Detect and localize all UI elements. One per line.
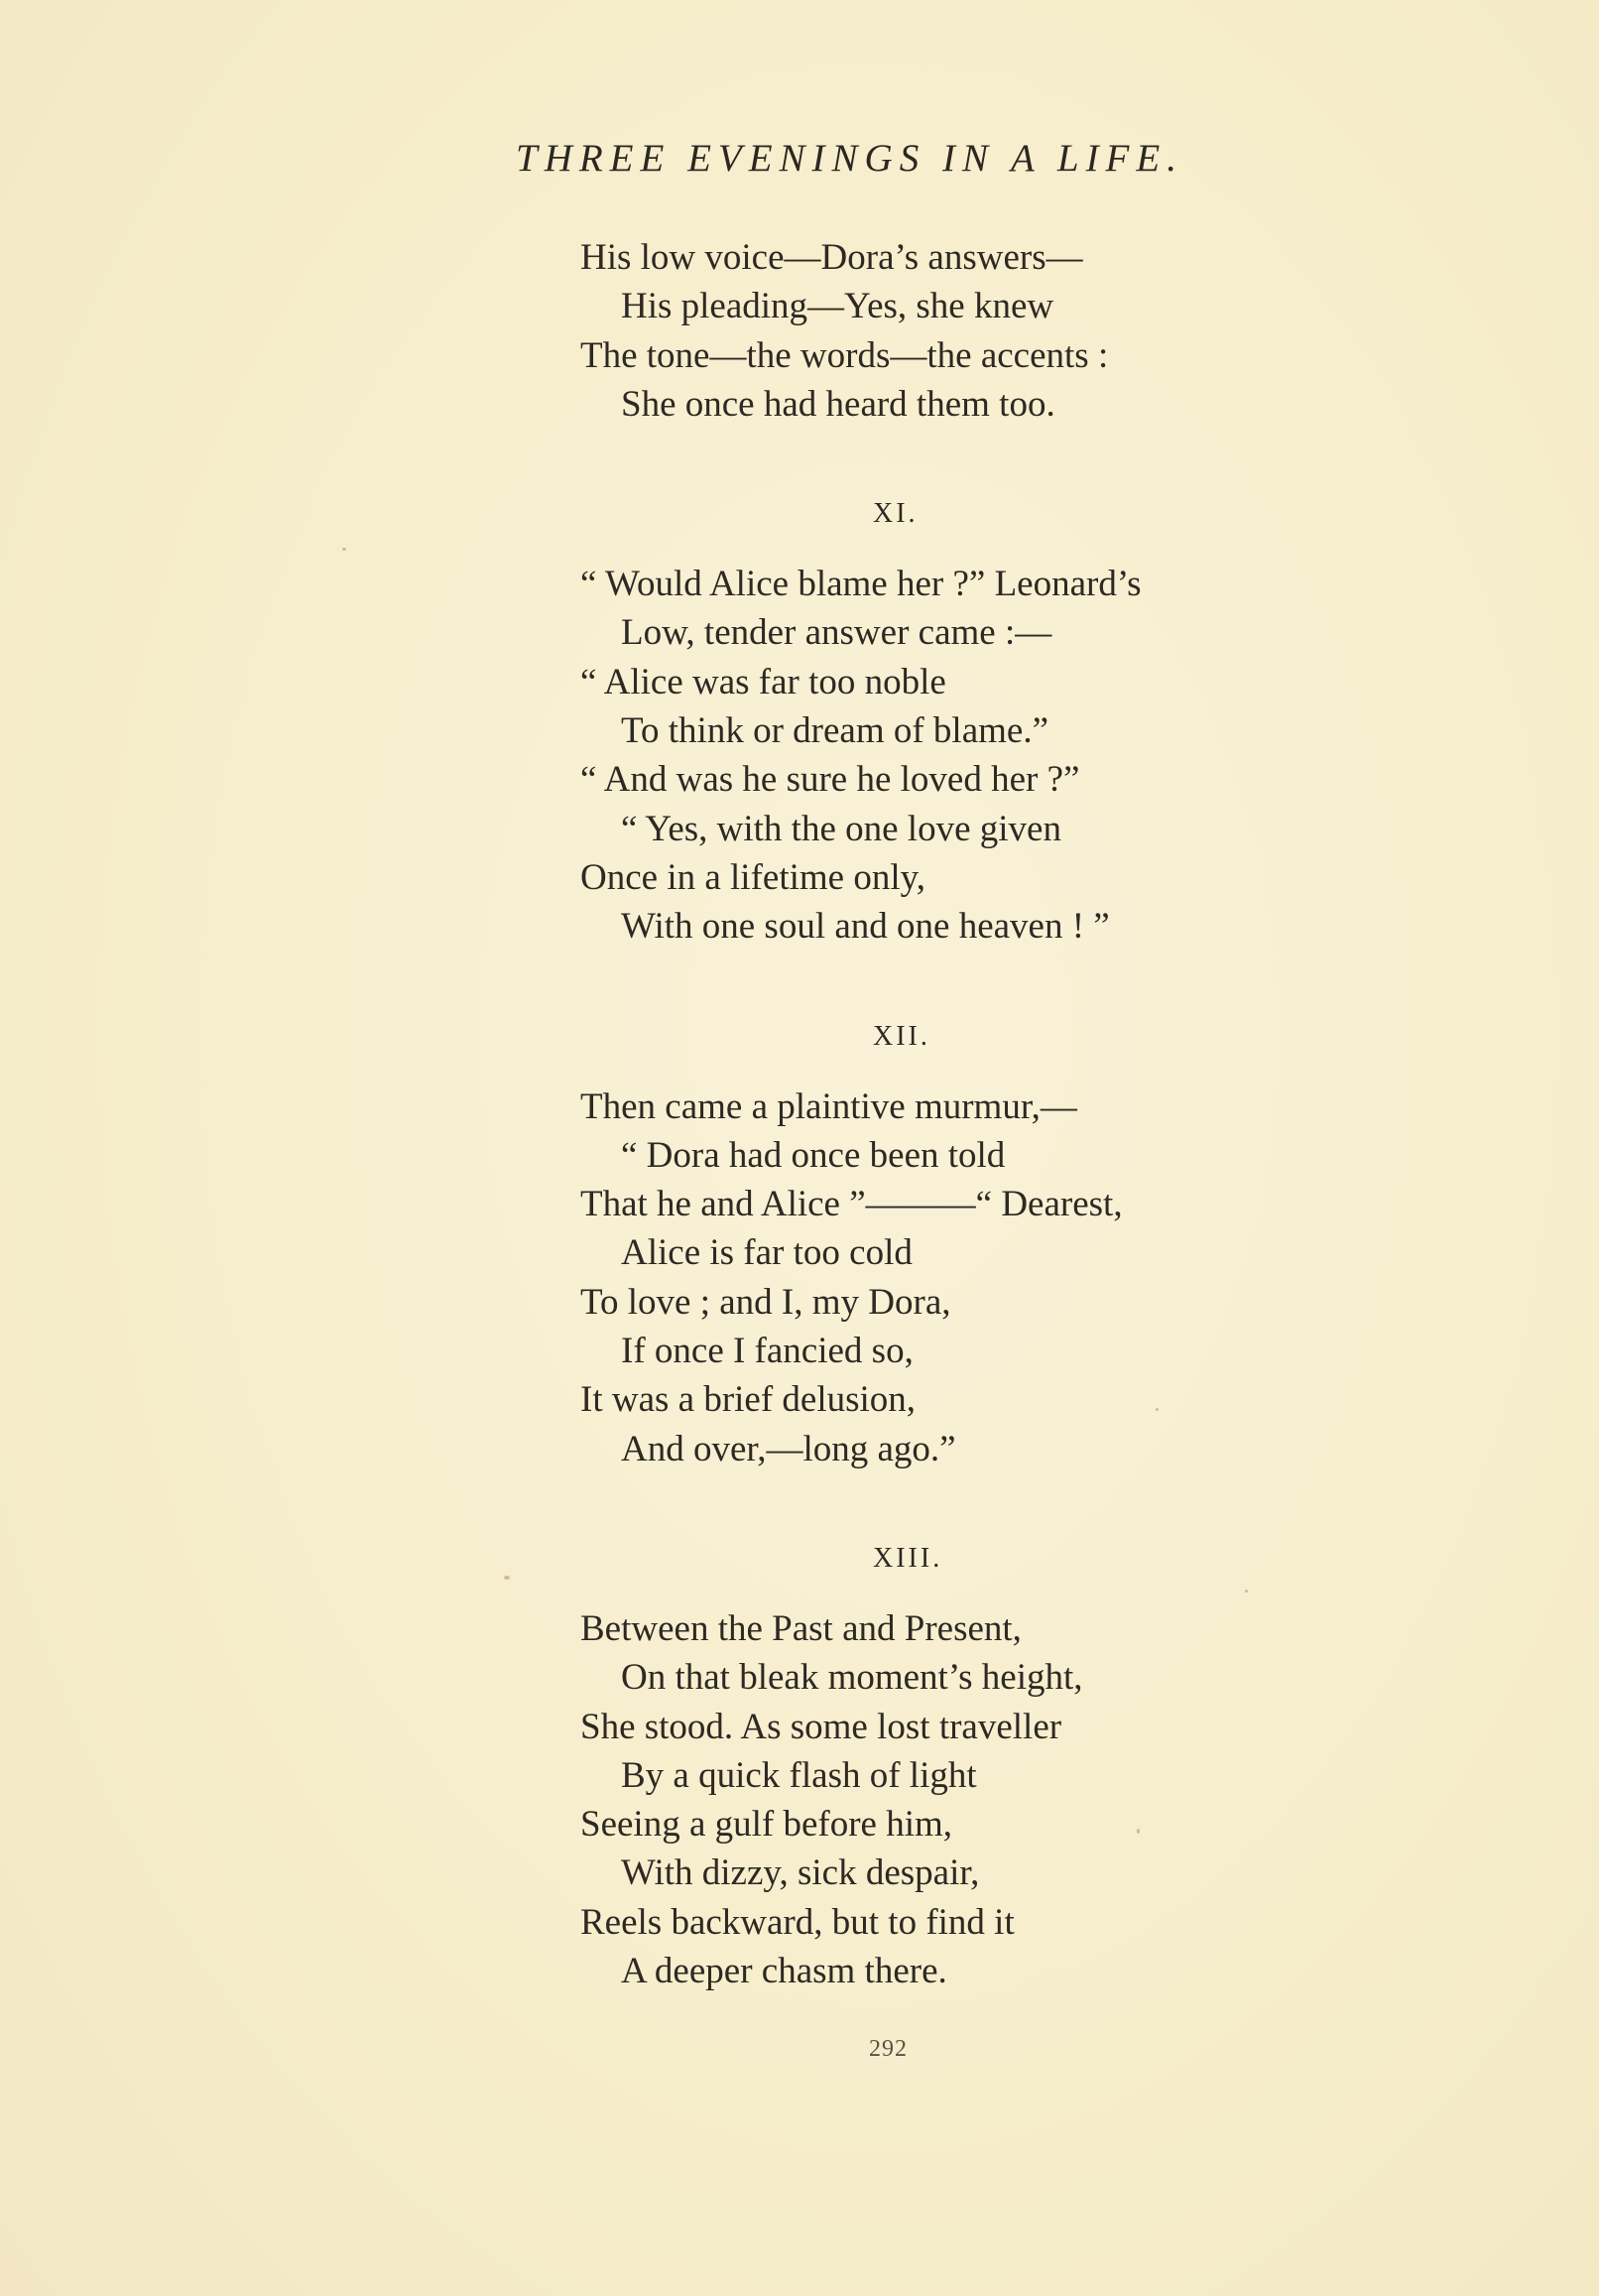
poem-line: On that bleak moment’s height, [621,1657,1083,1699]
poem-line: Then came a plaintive murmur,— [580,1085,1077,1127]
poem-line: The tone—the words—the accents : [580,334,1109,376]
poem-line: Alice is far too cold [621,1232,913,1274]
poem-line: Seeing a gulf before him, [580,1804,953,1846]
poem-line: If once I fancied so, [621,1331,914,1372]
stanza-numeral: XIII. [873,1542,943,1574]
poem-line: Once in a lifetime only, [580,856,925,898]
poem-line: And over,—long ago.” [621,1428,956,1469]
stanza-xiii [580,1534,1374,1995]
poem-line: His pleading—Yes, she knew [621,286,1054,327]
stanza-numeral: XII. [873,1020,930,1052]
poem-line: That he and Alice ”———“ Dearest, [580,1184,1123,1225]
poem-line: “ Alice was far too noble [580,661,946,702]
poem-line: By a quick flash of light [621,1754,977,1796]
stanza-continuation [580,233,1374,429]
poem-line: To think or dream of blame.” [621,710,1048,752]
poem-line: She stood. As some lost traveller [580,1706,1062,1747]
paper-speck [504,1576,510,1580]
paper-speck [1137,1829,1140,1834]
paper-speck [1245,1590,1248,1593]
poem-line: Reels backward, but to find it [580,1901,1015,1943]
paper-speck [342,548,346,551]
poem-line: Low, tender answer came :— [621,612,1052,654]
poem-line: “ Dora had once been told [621,1134,1006,1176]
poem-line: To love ; and I, my Dora, [580,1281,951,1323]
poem-line: “ And was he sure he loved her ?” [580,759,1080,801]
poem-line: “ Would Alice blame her ?” Leonard’s [580,564,1142,605]
stanza-xi [580,489,1374,951]
running-head: THREE EVENINGS IN A LIFE. [516,137,1183,180]
stanza-numeral: XI. [873,498,919,530]
poem-line: His low voice—Dora’s answers— [580,237,1083,278]
poem-line: She once had heard them too. [621,383,1055,425]
poem [580,233,1374,1995]
poem-line: Between the Past and Present, [580,1607,1022,1649]
paper-speck [1156,1408,1159,1411]
poem-line: With dizzy, sick despair, [621,1852,980,1894]
poem-line: With one soul and one heaven ! ” [621,906,1110,948]
poem-line: It was a brief delusion, [580,1379,917,1421]
poem-line: “ Yes, with the one love given [621,808,1061,849]
poem-line: A deeper chasm there. [621,1951,947,1992]
page-number: 292 [869,2036,908,2062]
stanza-xii [580,1012,1374,1473]
